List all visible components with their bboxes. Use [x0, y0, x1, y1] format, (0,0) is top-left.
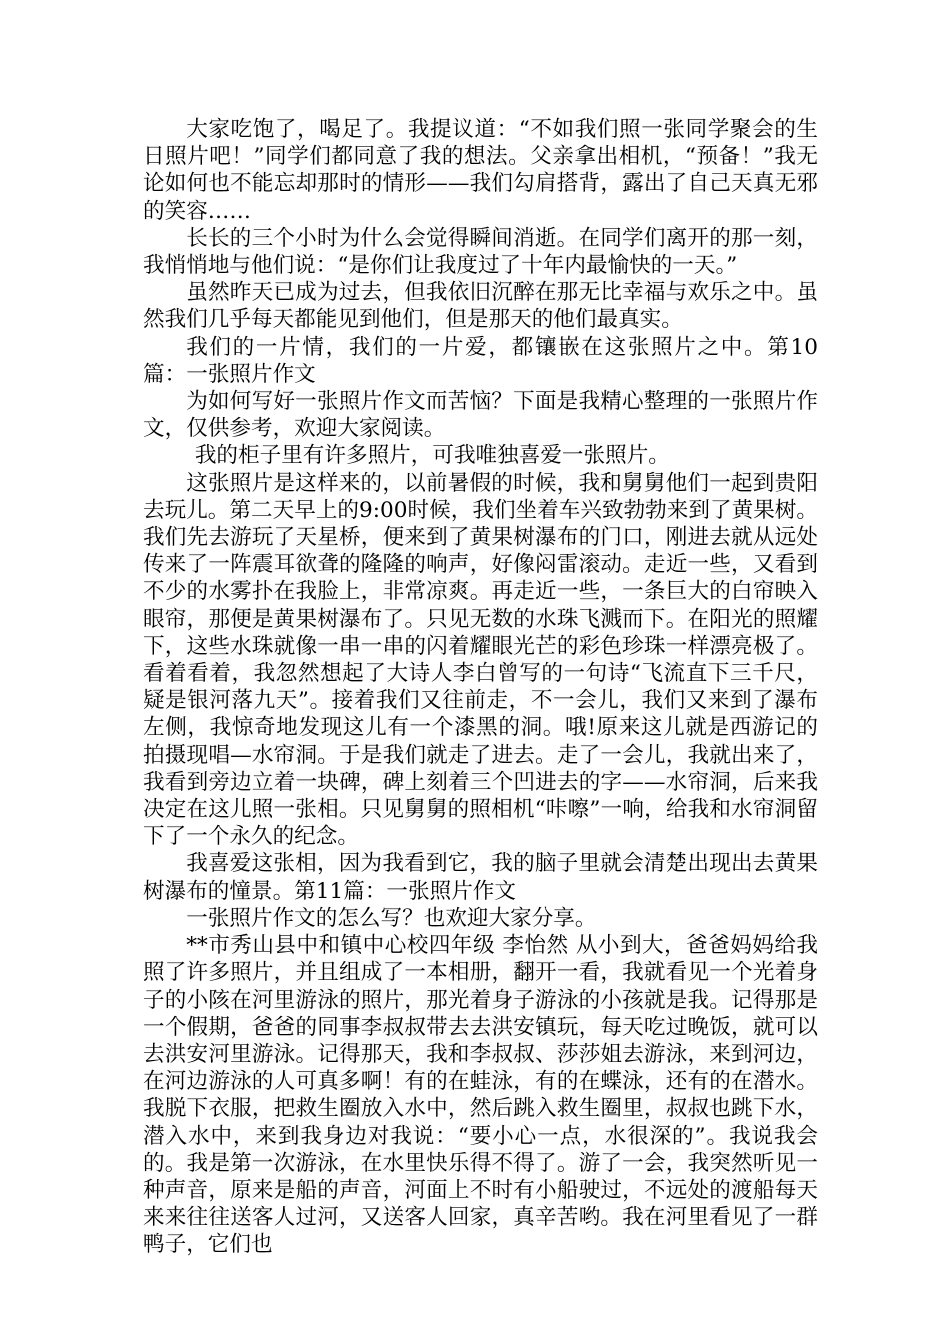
paragraph: 虽然昨天已成为过去，但我依旧沉醉在那无比幸福与欢乐之中。虽然我们几乎每天都能见到他们，但是那天的他们最真实。 — [143, 280, 818, 333]
document-body — [143, 116, 818, 1259]
paragraph: 我们的一片情，我们的一片爱，都镶嵌在这张照片之中。第10篇：一张照片作文 — [143, 334, 818, 387]
paragraph: 我喜爱这张相，因为我看到它，我的脑子里就会清楚出现出去黄果树瀑布的憧景。第11篇：一张照片作文 — [143, 851, 818, 904]
paragraph: 一张照片作文的怎么写？也欢迎大家分享。 — [186, 905, 597, 931]
paragraph: 长长的三个小时为什么会觉得瞬间消逝。在同学们离开的那一刻，我悄悄地与他们说：“是你们让我度过了十年内最愉快的一天。” — [143, 225, 818, 279]
paragraph: 大家吃饱了，喝足了。我提议道：“不如我们照一张同学聚会的生日照片吧！”同学们都同意了我的想法。父亲拿出相机，“预备！”我无论如何也不能忘却那时的情形——我们勾肩搭背，露出了自己天真无邪的笑容…… — [143, 117, 818, 224]
paragraph: 这张照片是这样来的，以前暑假的时候，我和舅舅他们一起到贵阳去玩儿。第二天早上的9:00时候，我们坐着车兴致勃勃来到了黄果树。我们先去游玩了天星桥，便来到了黄果树瀑布的门口，刚进去就从远处传来了一阵震耳欲聋的隆隆的响声，好像闷雷滚动。走近一些，又看到不少的水雾扑在我脸上，非常凉爽。再走近一些，一条巨大的白帘映入眼帘，那便是黄果树瀑布了。只见无数的水珠飞溅而下。在阳光的照耀下，这些水珠就像一串一串的闪着耀眼光芒的彩色珍珠一样漂亮极了。看着看着，我忽然想起了大诗人李白曾写的一句诗“飞流直下三千尺，疑是银河落九天”。接着我们又往前走，不一会儿，我们又来到了瀑布左侧，我惊奇地发现这儿有一个漆黑的洞。哦!原来这儿就是西游记的拍摄现唱—水帘洞。于是我们就走了进去。走了一会儿，我就出来了，我看到旁边立着一块碑，碑上刻着三个凹进去的字——水帘洞，后来我决定在这儿照一张相。只见舅舅的照相机“咔嚓”一响，给我和水帘洞留下了一个永久的纪念。 — [143, 470, 818, 850]
paragraph: **市秀山县中和镇中心校四年级 李怡然 从小到大，爸爸妈妈给我照了许多照片，并且组成了一本相册，翻开一看，我就看见一个光着身子的小陔在河里游泳的照片，那光着身子游泳的小孩就是我。记得那是一个假期，爸爸的同事李叔叔带去去洪安镇玩，每天吃过晚饭，就可以去洪安河里游泳。记得那天，我和李叔叔、莎莎姐去游泳，来到河边，在河边游泳的人可真多啊！有的在蛙泳，有的在蝶泳，还有的在潜水。我脱下衣服，把救生圈放入水中，然后跳入救生圈里，叔叔也跳下水，潜入水中，来到我身边对我说：“要小心一点，水很深的”。我说我会的。我是第一次游泳，在水里快乐得不得了。游了一会，我突然听见一种声音，原来是船的声音，河面上不时有小船驶过，不远处的渡船每天来来往往送客人过河，又送客人回家，真辛苦哟。我在河里看见了一群鸭子，它们也 — [143, 933, 818, 1258]
paragraph: 我的柜子里有许多照片，可我唯独喜爱一张照片。 — [194, 443, 670, 469]
paragraph: 为如何写好一张照片作文而苦恼？下面是我精心整理的一张照片作文，仅供参考，欢迎大家阅读。 — [143, 389, 818, 442]
